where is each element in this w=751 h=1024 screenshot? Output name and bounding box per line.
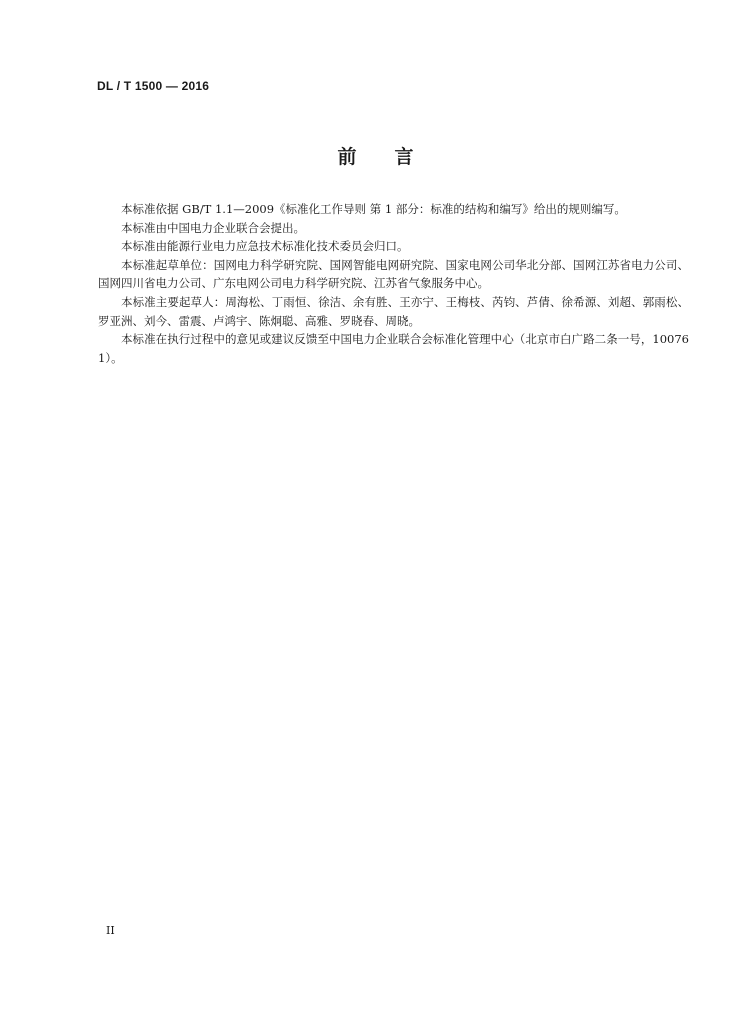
- title-char-1: 前: [337, 146, 357, 168]
- paragraph-committee: 本标准由能源行业电力应急技术标准化技术委员会归口。: [121, 239, 409, 254]
- standard-code: DL / T 1500 — 2016: [97, 79, 210, 93]
- paragraph-drafters: 本标准主要起草人：周海松、丁雨恒、徐洁、余有胜、王亦宁、王梅枝、芮钧、芦倩、徐希源、刘超、郭雨松、罗亚洲、刘今、雷震、卢鸿宇、陈炯聪、高雅、罗晓春、周晓。: [98, 294, 689, 328]
- foreword-body: [98, 200, 689, 367]
- page-title: [0, 142, 751, 169]
- paragraph-proposer: 本标准由中国电力企业联合会提出。: [121, 220, 305, 235]
- paragraph-feedback: 本标准在执行过程中的意见或建议反馈至中国电力企业联合会标准化管理中心（北京市白广路二条一号，100761）。: [98, 332, 689, 365]
- paragraph-drafting-organizations: 本标准起草单位：国网电力科学研究院、国网智能电网研究院、国家电网公司华北分部、国网江苏省电力公司、国网四川省电力公司、广东电网公司电力科学研究院、江苏省气象服务中心。: [98, 257, 689, 291]
- title-char-2: 言: [394, 146, 414, 168]
- page-number: II: [106, 924, 115, 937]
- paragraph-drafting-rules: 本标准依据 GB/T 1.1—2009《标准化工作导则 第 1 部分：标准的结构和编写》给出的规则编写。: [121, 202, 626, 216]
